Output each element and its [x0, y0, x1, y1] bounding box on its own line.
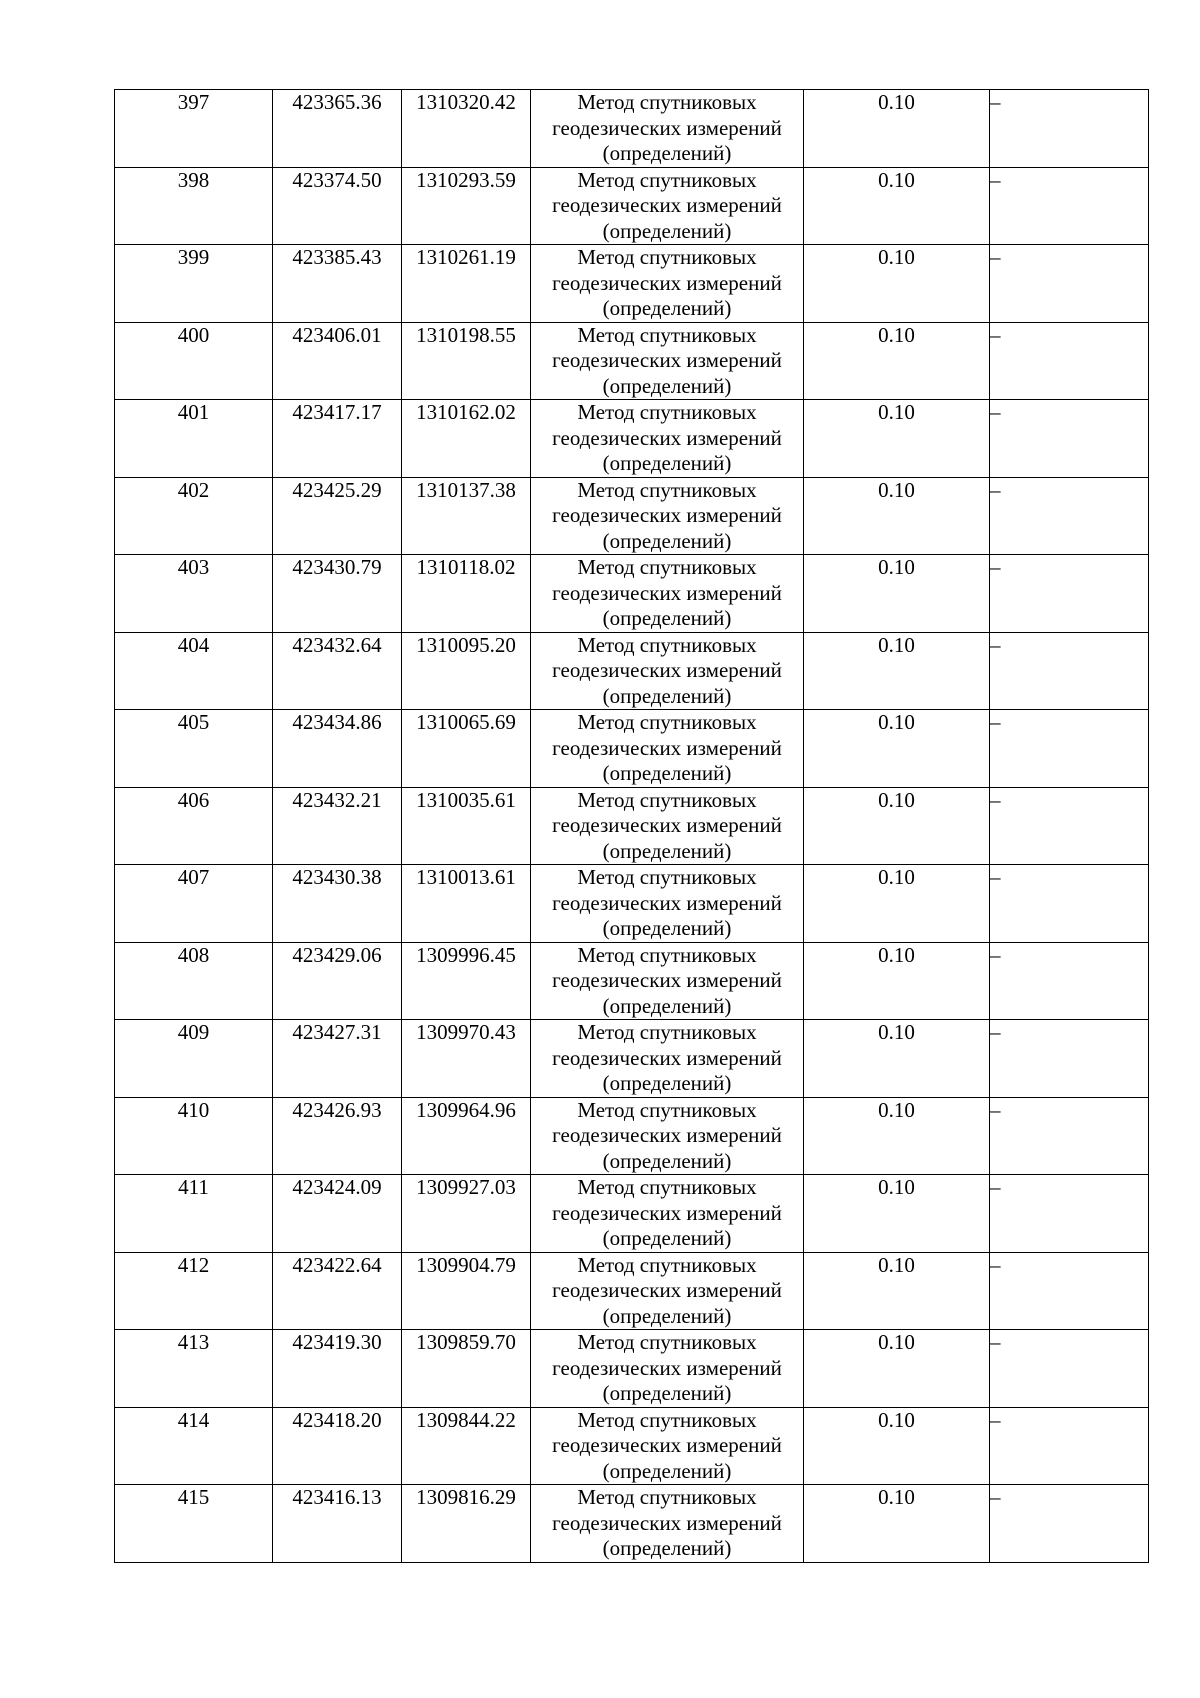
table-row [115, 632, 1149, 710]
y-coordinate-cell-text: 1310095.20 [416, 632, 516, 657]
y-coordinate-cell-text: 1309964.96 [416, 1097, 516, 1122]
y-coordinate-cell [402, 942, 531, 1020]
point-number-cell [115, 1485, 273, 1563]
accuracy-cell [804, 1407, 990, 1485]
coordinates-table [114, 89, 1149, 1563]
y-coordinate-cell [402, 1407, 531, 1485]
x-coordinate-cell [273, 555, 402, 633]
x-coordinate-cell [273, 710, 402, 788]
accuracy-cell [804, 167, 990, 245]
y-coordinate-cell [402, 1252, 531, 1330]
description-cell-text: – [990, 245, 1001, 269]
y-coordinate-cell [402, 477, 531, 555]
y-coordinate-cell-text: 1310137.38 [416, 477, 516, 502]
point-number-cell-text: 411 [178, 1175, 209, 1199]
table-row [115, 1330, 1149, 1408]
y-coordinate-cell-text: 1309970.43 [416, 1020, 516, 1044]
point-number-cell-text: 410 [177, 1097, 210, 1122]
description-cell [990, 787, 1149, 865]
method-cell [531, 1097, 804, 1175]
table-row [115, 400, 1149, 478]
method-cell-text: Метод спутниковых геодезических измерений (определений) [552, 477, 782, 553]
accuracy-cell [804, 1097, 990, 1175]
x-coordinate-cell-text: 423365.36 [292, 90, 382, 114]
x-coordinate-cell-text: 423417.17 [292, 400, 382, 424]
accuracy-cell [804, 1485, 990, 1563]
x-coordinate-cell [273, 1330, 402, 1408]
description-cell-text: – [990, 1175, 1001, 1199]
table-row [115, 1020, 1149, 1098]
point-number-cell-text: 400 [177, 322, 210, 347]
y-coordinate-cell-text: 1309996.45 [416, 942, 516, 967]
method-cell [531, 90, 804, 168]
y-coordinate-cell-text: 1309859.70 [416, 1330, 516, 1354]
accuracy-cell [804, 865, 990, 943]
point-number-cell-text: 403 [177, 555, 210, 579]
accuracy-cell [804, 1020, 990, 1098]
x-coordinate-cell-text: 423424.09 [292, 1175, 382, 1199]
description-cell-text: – [990, 1252, 1001, 1277]
point-number-cell [115, 942, 273, 1020]
accuracy-cell-text: 0.10 [878, 1097, 915, 1122]
method-cell [531, 167, 804, 245]
accuracy-cell-text: 0.10 [878, 245, 915, 269]
accuracy-cell-text: 0.10 [878, 942, 915, 967]
x-coordinate-cell [273, 322, 402, 400]
x-coordinate-cell [273, 865, 402, 943]
y-coordinate-cell-text: 1310293.59 [416, 167, 516, 192]
y-coordinate-cell-text: 1310118.02 [416, 555, 516, 579]
x-coordinate-cell [273, 167, 402, 245]
accuracy-cell [804, 787, 990, 865]
x-coordinate-cell [273, 1097, 402, 1175]
accuracy-cell [804, 710, 990, 788]
point-number-cell-text: 401 [177, 400, 210, 424]
x-coordinate-cell-text: 423430.38 [292, 865, 382, 889]
point-number-cell-text: 409 [177, 1020, 210, 1044]
point-number-cell-text: 414 [177, 1407, 210, 1432]
table-row [115, 477, 1149, 555]
y-coordinate-cell [402, 90, 531, 168]
x-coordinate-cell [273, 787, 402, 865]
accuracy-cell-text: 0.10 [878, 1407, 915, 1432]
point-number-cell-text: 407 [177, 865, 210, 889]
point-number-cell [115, 787, 273, 865]
x-coordinate-cell-text: 423432.64 [292, 632, 382, 657]
point-number-cell-text: 398 [177, 167, 210, 192]
accuracy-cell-text: 0.10 [878, 90, 915, 114]
description-cell [990, 865, 1149, 943]
method-cell [531, 555, 804, 633]
point-number-cell [115, 1330, 273, 1408]
y-coordinate-cell-text: 1310065.69 [416, 710, 516, 734]
table-row [115, 787, 1149, 865]
accuracy-cell-text: 0.10 [878, 1020, 915, 1044]
table-row [115, 90, 1149, 168]
description-cell-text: – [990, 710, 1001, 734]
description-cell-text: – [990, 942, 1001, 967]
method-cell [531, 632, 804, 710]
accuracy-cell [804, 1252, 990, 1330]
table-row [115, 710, 1149, 788]
description-cell [990, 710, 1149, 788]
description-cell-text: – [990, 167, 1001, 192]
description-cell-text: – [990, 477, 1001, 502]
x-coordinate-cell-text: 423426.93 [292, 1097, 382, 1122]
description-cell [990, 1330, 1149, 1408]
method-cell-text: Метод спутниковых геодезических измерений (определений) [552, 632, 782, 708]
x-coordinate-cell-text: 423427.31 [292, 1020, 382, 1044]
accuracy-cell-text: 0.10 [878, 865, 915, 889]
x-coordinate-cell-text: 423416.13 [292, 1485, 382, 1509]
point-number-cell-text: 415 [177, 1485, 210, 1509]
accuracy-cell [804, 1330, 990, 1408]
description-cell-text: – [990, 787, 1001, 812]
description-cell-text: – [990, 865, 1001, 889]
y-coordinate-cell [402, 1097, 531, 1175]
x-coordinate-cell [273, 942, 402, 1020]
table-row [115, 1097, 1149, 1175]
x-coordinate-cell-text: 423422.64 [292, 1252, 382, 1277]
y-coordinate-cell [402, 1020, 531, 1098]
point-number-cell [115, 1175, 273, 1253]
y-coordinate-cell [402, 1485, 531, 1563]
x-coordinate-cell [273, 245, 402, 323]
method-cell [531, 1175, 804, 1253]
point-number-cell [115, 1252, 273, 1330]
description-cell [990, 632, 1149, 710]
y-coordinate-cell [402, 400, 531, 478]
accuracy-cell-text: 0.10 [878, 1485, 915, 1509]
x-coordinate-cell [273, 1175, 402, 1253]
point-number-cell [115, 90, 273, 168]
accuracy-cell-text: 0.10 [878, 555, 915, 579]
description-cell [990, 167, 1149, 245]
table-row [115, 1252, 1149, 1330]
y-coordinate-cell-text: 1309816.29 [416, 1485, 516, 1509]
point-number-cell [115, 865, 273, 943]
y-coordinate-cell [402, 1175, 531, 1253]
point-number-cell [115, 245, 273, 323]
description-cell [990, 1407, 1149, 1485]
method-cell-text: Метод спутниковых геодезических измерений (определений) [552, 1020, 782, 1095]
description-cell-text: – [990, 1097, 1001, 1122]
y-coordinate-cell [402, 787, 531, 865]
point-number-cell-text: 408 [177, 942, 210, 967]
table-row [115, 1485, 1149, 1563]
x-coordinate-cell [273, 632, 402, 710]
description-cell [990, 1485, 1149, 1563]
method-cell-text: Метод спутниковых геодезических измерений (определений) [552, 1407, 782, 1483]
method-cell [531, 400, 804, 478]
y-coordinate-cell-text: 1309904.79 [416, 1252, 516, 1277]
x-coordinate-cell-text: 423432.21 [292, 787, 382, 812]
accuracy-cell [804, 90, 990, 168]
x-coordinate-cell-text: 423374.50 [292, 167, 382, 192]
table-row [115, 865, 1149, 943]
description-cell [990, 1175, 1149, 1253]
x-coordinate-cell [273, 477, 402, 555]
y-coordinate-cell-text: 1310320.42 [416, 90, 516, 114]
description-cell-text: – [990, 555, 1001, 579]
accuracy-cell [804, 322, 990, 400]
description-cell-text: – [990, 1330, 1001, 1354]
method-cell-text: Метод спутниковых геодезических измерений (определений) [552, 245, 782, 320]
accuracy-cell [804, 1175, 990, 1253]
x-coordinate-cell [273, 1485, 402, 1563]
point-number-cell [115, 1097, 273, 1175]
x-coordinate-cell-text: 423430.79 [292, 555, 382, 579]
point-number-cell [115, 400, 273, 478]
accuracy-cell-text: 0.10 [878, 1175, 915, 1199]
accuracy-cell-text: 0.10 [878, 322, 915, 347]
method-cell [531, 1020, 804, 1098]
method-cell-text: Метод спутниковых геодезических измерений (определений) [552, 942, 782, 1018]
x-coordinate-cell-text: 423385.43 [292, 245, 382, 269]
description-cell [990, 477, 1149, 555]
point-number-cell-text: 399 [177, 245, 210, 269]
y-coordinate-cell [402, 167, 531, 245]
accuracy-cell-text: 0.10 [878, 710, 915, 734]
table-row [115, 245, 1149, 323]
description-cell [990, 1252, 1149, 1330]
x-coordinate-cell [273, 1407, 402, 1485]
method-cell-text: Метод спутниковых геодезических измерений (определений) [552, 400, 782, 475]
point-number-cell-text: 413 [177, 1330, 210, 1354]
y-coordinate-cell [402, 245, 531, 323]
point-number-cell-text: 397 [177, 90, 210, 114]
method-cell-text: Метод спутниковых геодезических измерений (определений) [552, 1330, 782, 1405]
y-coordinate-cell-text: 1310035.61 [416, 787, 516, 812]
y-coordinate-cell [402, 710, 531, 788]
accuracy-cell-text: 0.10 [878, 632, 915, 657]
description-cell [990, 400, 1149, 478]
description-cell-text: – [990, 400, 1001, 424]
x-coordinate-cell-text: 423418.20 [292, 1407, 382, 1432]
method-cell [531, 1407, 804, 1485]
description-cell [990, 555, 1149, 633]
method-cell-text: Метод спутниковых геодезических измерений (определений) [552, 167, 782, 243]
method-cell [531, 787, 804, 865]
description-cell-text: – [990, 632, 1001, 657]
method-cell-text: Метод спутниковых геодезических измерений (определений) [552, 1252, 782, 1328]
table-row [115, 1175, 1149, 1253]
accuracy-cell-text: 0.10 [878, 1330, 915, 1354]
accuracy-cell [804, 245, 990, 323]
table-row [115, 942, 1149, 1020]
point-number-cell-text: 406 [177, 787, 210, 812]
description-cell-text: – [990, 1485, 1001, 1509]
table-row [115, 322, 1149, 400]
x-coordinate-cell-text: 423425.29 [292, 477, 382, 502]
method-cell-text: Метод спутниковых геодезических измерений (определений) [552, 787, 782, 863]
y-coordinate-cell-text: 1309927.03 [416, 1175, 516, 1199]
point-number-cell [115, 477, 273, 555]
point-number-cell [115, 322, 273, 400]
accuracy-cell-text: 0.10 [878, 400, 915, 424]
x-coordinate-cell-text: 423429.06 [292, 942, 382, 967]
method-cell-text: Метод спутниковых геодезических измерений (определений) [552, 322, 782, 398]
x-coordinate-cell-text: 423419.30 [292, 1330, 382, 1354]
method-cell-text: Метод спутниковых геодезических измерений (определений) [552, 865, 782, 940]
method-cell [531, 942, 804, 1020]
accuracy-cell [804, 400, 990, 478]
point-number-cell [115, 555, 273, 633]
method-cell-text: Метод спутниковых геодезических измерений (определений) [552, 90, 782, 165]
accuracy-cell [804, 632, 990, 710]
point-number-cell-text: 402 [177, 477, 210, 502]
method-cell [531, 710, 804, 788]
table-row [115, 555, 1149, 633]
accuracy-cell [804, 555, 990, 633]
y-coordinate-cell-text: 1310162.02 [416, 400, 516, 424]
point-number-cell [115, 167, 273, 245]
method-cell [531, 1485, 804, 1563]
y-coordinate-cell-text: 1310013.61 [416, 865, 516, 889]
y-coordinate-cell [402, 632, 531, 710]
table-row [115, 167, 1149, 245]
point-number-cell-text: 412 [177, 1252, 210, 1277]
accuracy-cell-text: 0.10 [878, 1252, 915, 1277]
method-cell-text: Метод спутниковых геодезических измерений (определений) [552, 1175, 782, 1250]
x-coordinate-cell [273, 1020, 402, 1098]
description-cell [990, 90, 1149, 168]
x-coordinate-cell-text: 423406.01 [292, 322, 382, 347]
table-body [115, 90, 1149, 1563]
method-cell-text: Метод спутниковых геодезических измерений (определений) [552, 710, 782, 785]
point-number-cell [115, 710, 273, 788]
table-row [115, 1407, 1149, 1485]
accuracy-cell-text: 0.10 [878, 787, 915, 812]
y-coordinate-cell [402, 865, 531, 943]
x-coordinate-cell [273, 90, 402, 168]
method-cell [531, 1252, 804, 1330]
method-cell [531, 477, 804, 555]
x-coordinate-cell [273, 1252, 402, 1330]
y-coordinate-cell-text: 1310198.55 [416, 322, 516, 347]
description-cell-text: – [990, 90, 1001, 114]
point-number-cell [115, 632, 273, 710]
y-coordinate-cell-text: 1309844.22 [416, 1407, 516, 1432]
method-cell [531, 322, 804, 400]
point-number-cell [115, 1407, 273, 1485]
description-cell-text: – [990, 1020, 1001, 1044]
y-coordinate-cell [402, 1330, 531, 1408]
point-number-cell-text: 405 [177, 710, 210, 734]
method-cell-text: Метод спутниковых геодезических измерений (определений) [552, 1097, 782, 1173]
description-cell [990, 1020, 1149, 1098]
y-coordinate-cell [402, 322, 531, 400]
method-cell [531, 865, 804, 943]
accuracy-cell-text: 0.10 [878, 477, 915, 502]
point-number-cell [115, 1020, 273, 1098]
description-cell [990, 1097, 1149, 1175]
method-cell-text: Метод спутниковых геодезических измерений (определений) [552, 555, 782, 630]
x-coordinate-cell-text: 423434.86 [292, 710, 382, 734]
accuracy-cell [804, 477, 990, 555]
method-cell-text: Метод спутниковых геодезических измерений (определений) [552, 1485, 782, 1560]
description-cell-text: – [990, 1407, 1001, 1432]
method-cell [531, 245, 804, 323]
x-coordinate-cell [273, 400, 402, 478]
point-number-cell-text: 404 [177, 632, 210, 657]
y-coordinate-cell [402, 555, 531, 633]
description-cell [990, 245, 1149, 323]
description-cell-text: – [990, 322, 1001, 347]
accuracy-cell [804, 942, 990, 1020]
y-coordinate-cell-text: 1310261.19 [416, 245, 516, 269]
method-cell [531, 1330, 804, 1408]
accuracy-cell-text: 0.10 [878, 167, 915, 192]
description-cell [990, 322, 1149, 400]
description-cell [990, 942, 1149, 1020]
